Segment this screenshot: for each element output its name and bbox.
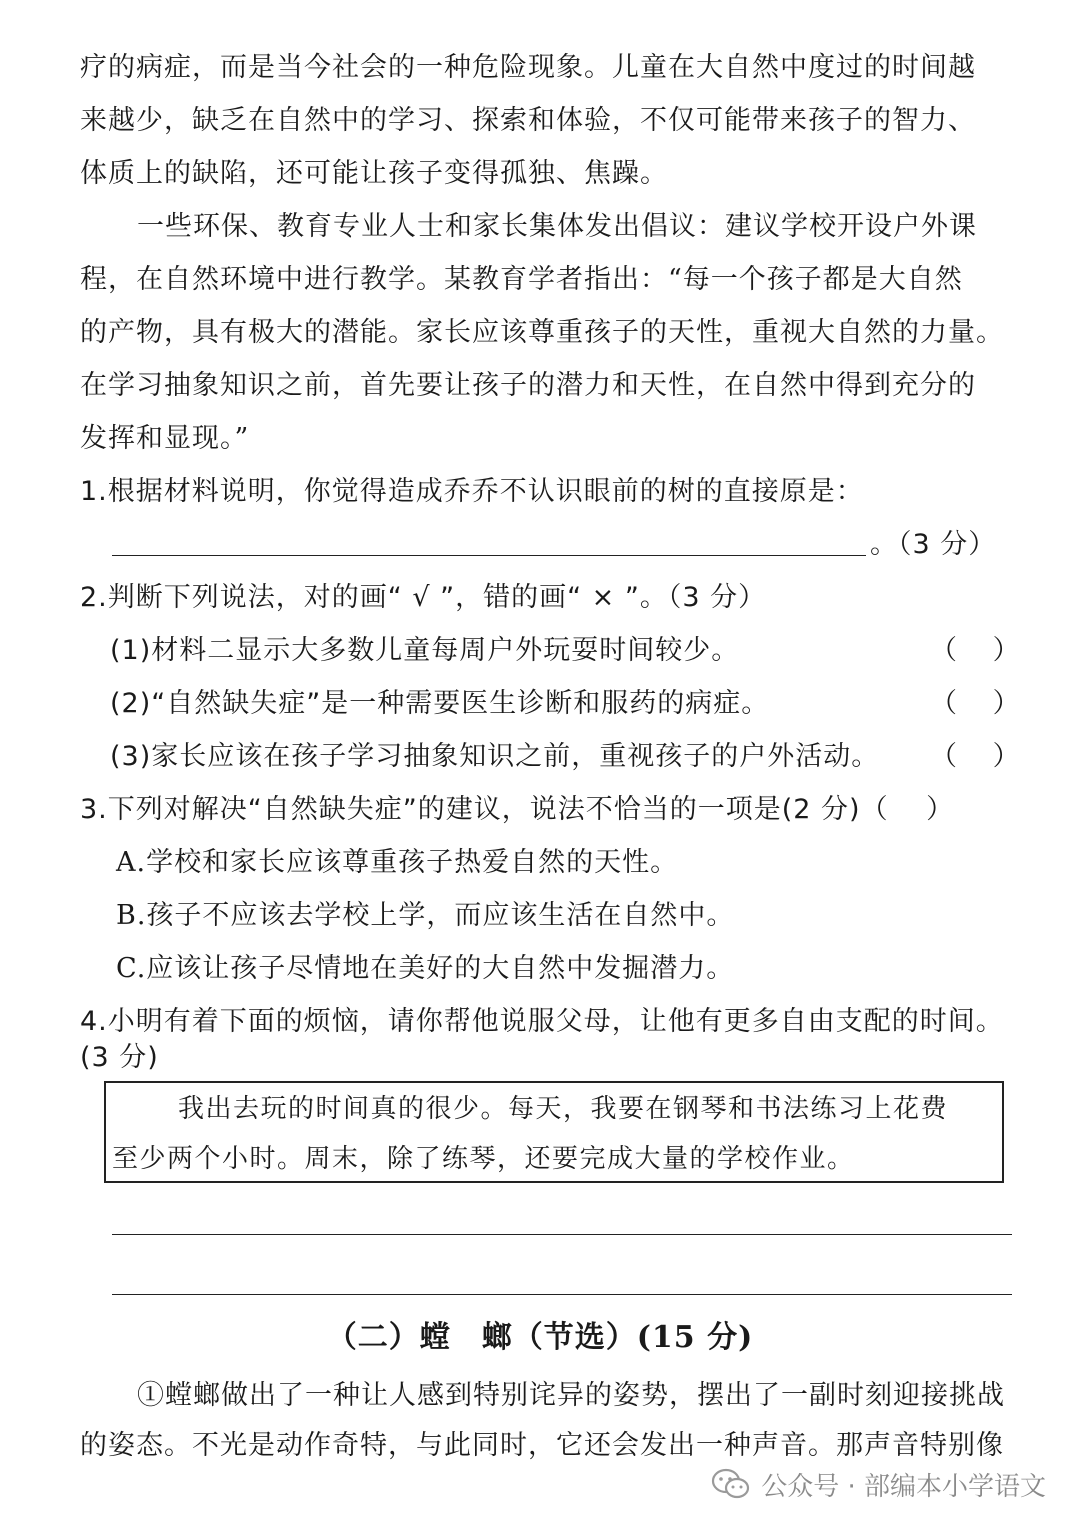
passage-line: 的姿态。不光是动作奇特，与此同时，它还会发出一种声音。那声音特别像 <box>80 1430 1004 1461</box>
passage-line: ①螳螂做出了一种让人感到特别诧异的姿势，摆出了一副时刻迎接挑战 <box>137 1380 1005 1411</box>
passage-line: 发挥和显现。” <box>80 423 250 454</box>
q3-option-c: C.应该让孩子尽情地在美好的大自然中发掘潜力。 <box>116 953 735 984</box>
wechat-icon <box>711 1467 751 1501</box>
q2-item-1: (1)材料二显示大多数儿童每周户外玩耍时间较少。 <box>110 635 740 666</box>
passage-line: 在学习抽象知识之前，首先要让孩子的潜力和天性，在自然中得到充分的 <box>80 370 976 401</box>
q3-option-a: A.学校和家长应该尊重孩子热爱自然的天性。 <box>116 847 679 878</box>
passage-line: 程，在自然环境中进行教学。某教育学者指出：“每一个孩子都是大自然 <box>80 264 963 295</box>
section-title: （二）螳 螂（节选）(15 分) <box>326 1320 754 1355</box>
passage-line: 的产物，具有极大的潜能。家长应该尊重孩子的天性，重视大自然的力量。 <box>80 317 1004 348</box>
quote-line: 至少两个小时。周末，除了练琴，还要完成大量的学校作业。 <box>112 1144 855 1174</box>
passage-line: 体质上的缺陷，还可能让孩子变得孤独、焦躁。 <box>80 158 668 189</box>
quote-box <box>104 1081 1004 1183</box>
answer-paren[interactable]: （ ） <box>930 635 1020 666</box>
answer-line-q4[interactable] <box>112 1234 1012 1235</box>
watermark-text: 公众号 · 部编本小学语文 <box>761 1471 1046 1502</box>
q1-score: 。（3 分） <box>870 529 997 560</box>
q2-item-3: (3)家长应该在孩子学习抽象知识之前，重视孩子的户外活动。 <box>110 741 880 772</box>
question-3: 3.下列对解决“自然缺失症”的建议，说法不恰当的一项是(2 分)（ ） <box>80 794 955 825</box>
q2-item-2: (2)“自然缺失症”是一种需要医生诊断和服药的病症。 <box>110 688 770 719</box>
q4-score: (3 分) <box>80 1042 159 1073</box>
passage-line: 来越少，缺乏在自然中的学习、探索和体验，不仅可能带来孩子的智力、 <box>80 105 976 136</box>
question-4: 4.小明有着下面的烦恼，请你帮他说服父母，让他有更多自由支配的时间。 <box>80 1006 1004 1037</box>
question-1: 1.根据材料说明，你觉得造成乔乔不认识眼前的树的直接原是： <box>80 476 864 507</box>
answer-line-q1[interactable] <box>112 555 866 556</box>
quote-line: 我出去玩的时间真的很少。每天，我要在钢琴和书法练习上花费 <box>178 1094 949 1124</box>
passage-line: 一些环保、教育专业人士和家长集体发出倡议：建议学校开设户外课 <box>137 211 977 242</box>
q3-option-b: B.孩子不应该去学校上学，而应该生活在自然中。 <box>116 900 735 931</box>
answer-line-q4[interactable] <box>112 1294 1012 1295</box>
answer-paren[interactable]: （ ） <box>930 741 1020 772</box>
watermark <box>711 1464 1046 1504</box>
passage-line: 疗的病症，而是当今社会的一种危险现象。儿童在大自然中度过的时间越 <box>80 52 976 83</box>
question-2: 2.判断下列说法，对的画“ √ ”，错的画“ × ”。（3 分） <box>80 582 767 613</box>
answer-paren[interactable]: （ ） <box>930 688 1020 719</box>
